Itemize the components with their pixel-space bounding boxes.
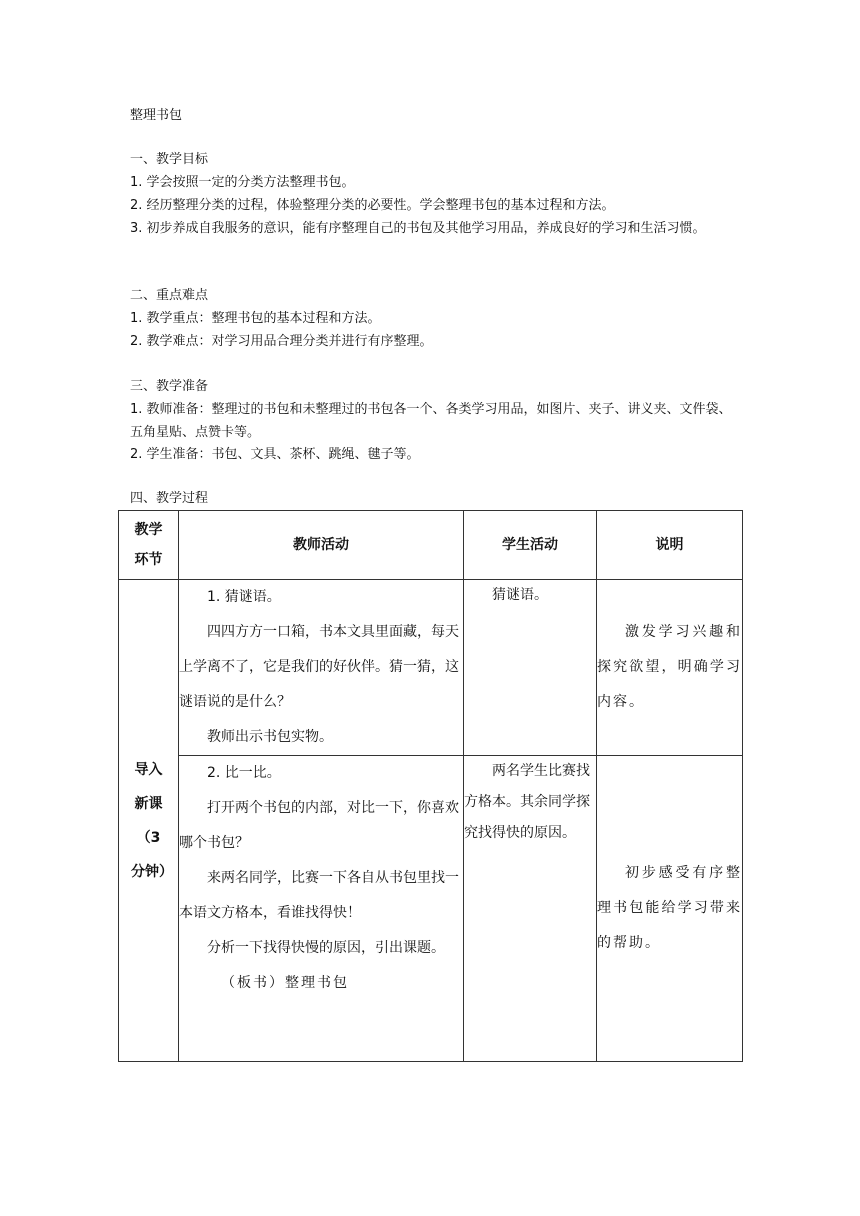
objective-item: 3. 初步养成自我服务的意识，能有序整理自己的书包及其他学习用品，养成良好的学习和生活习惯。: [130, 221, 706, 236]
section-heading-objectives: 一、教学目标: [130, 152, 209, 167]
document-title: 整理书包: [130, 108, 183, 123]
teacher-activity-text: 来两名同学，比赛一下各自从书包里找一本语文方格本，看谁找得快！: [179, 870, 459, 921]
notes-cell: [597, 756, 743, 1062]
notes-text: 激发学习兴趣和探究欲望，明确学习内容。: [597, 624, 742, 710]
objective-item: 2. 经历整理分类的过程，体验整理分类的必要性。学会整理书包的基本过程和方法。: [130, 198, 615, 213]
preparation-item: 1. 教师准备：整理过的书包和未整理过的书包各一个、各类学习用品，如图片、夹子、讲义夹、文件袋、五角星贴、点赞卡等。: [130, 402, 732, 440]
section-heading-preparation: 三、教学准备: [130, 379, 209, 394]
teacher-activity-text: 四四方方一口箱，书本文具里面藏，每天上学离不了，它是我们的好伙伴。猜一猜，这谜语说的是什么？: [179, 624, 459, 710]
teacher-activity-cell: [179, 580, 464, 756]
objective-item: 1. 学会按照一定的分类方法整理书包。: [130, 175, 355, 190]
preparation-item: 2. 学生准备：书包、文具、茶杯、跳绳、毽子等。: [130, 447, 420, 462]
table-header-row: [119, 511, 743, 580]
key-point-item: 2. 教学难点：对学习用品合理分类并进行有序整理。: [130, 334, 433, 349]
table-row: [119, 580, 743, 756]
key-point-item: 1. 教学重点：整理书包的基本过程和方法。: [130, 311, 381, 326]
teacher-activity-text: 打开两个书包的内部，对比一下，你喜欢哪个书包？: [179, 800, 459, 851]
teacher-activity-text: 分析一下找得快慢的原因，引出课题。: [207, 940, 445, 956]
stage-cell: 导入新课（3分钟）: [119, 580, 179, 1062]
student-activity-text: 猜谜语。: [492, 587, 548, 603]
teacher-activity-text: 1. 猜谜语。: [207, 589, 281, 605]
header-student-activity: 学生活动: [464, 511, 597, 580]
student-activity-cell: [464, 756, 597, 1062]
notes-text: 初步感受有序整理书包能给学习带来的帮助。: [597, 865, 742, 951]
student-activity-cell: [464, 580, 597, 756]
teacher-activity-cell: [179, 756, 464, 1062]
teacher-activity-text: 2. 比一比。: [207, 765, 281, 781]
header-teacher-activity: 教师活动: [179, 511, 464, 580]
student-activity-text: 两名学生比赛找方格本。其余同学探究找得快的原因。: [464, 763, 590, 841]
header-stage: 教学环节: [119, 511, 179, 580]
header-notes: 说明: [597, 511, 743, 580]
section-heading-key-points: 二、重点难点: [130, 288, 209, 303]
lesson-process-table: [118, 510, 743, 1062]
table-row: [119, 756, 743, 1062]
section-heading-process: 四、教学过程: [130, 491, 209, 506]
notes-cell: [597, 580, 743, 756]
teacher-activity-text: （板书）整理书包: [221, 975, 349, 991]
teacher-activity-text: 教师出示书包实物。: [207, 729, 333, 745]
